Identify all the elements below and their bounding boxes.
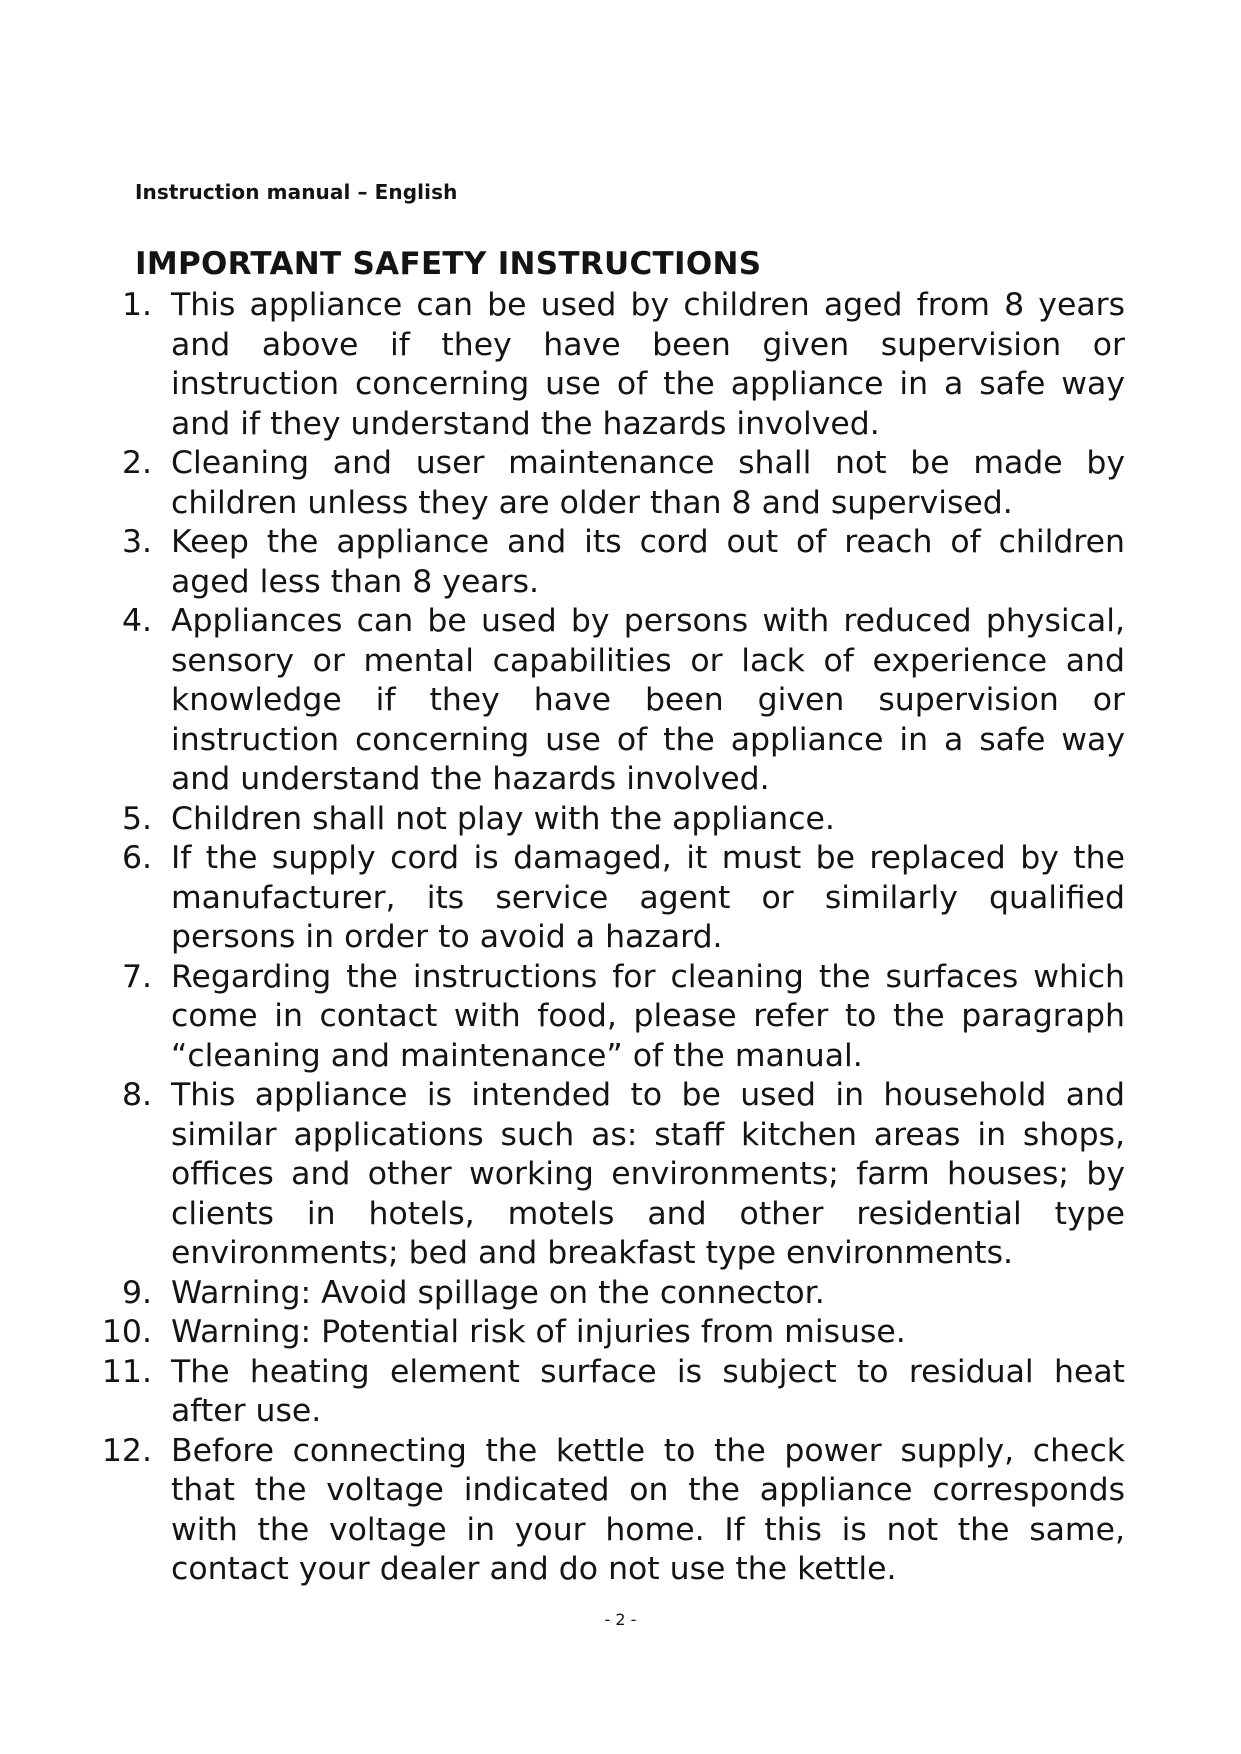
- page-number: - 2 -: [604, 1610, 637, 1629]
- item-number: 3.: [121, 524, 152, 560]
- list-item: [100, 958, 1130, 1077]
- item-number: 11.: [101, 1353, 152, 1390]
- item-number: 5.: [121, 800, 152, 837]
- list-item: [100, 1432, 1130, 1590]
- item-number: 8.: [121, 1077, 152, 1113]
- list-item: [100, 286, 1130, 444]
- item-text: Keep the appliance and its cord out of reach of children aged less than 8 years.: [171, 524, 1125, 600]
- item-text: Regarding the instructions for cleaning the surfaces which come in contact with food, please refer to the paragraph “cleaning and maintenance” of the manual.: [171, 958, 1125, 1074]
- document-header: Instruction manual – English: [135, 180, 458, 204]
- list-item: [100, 602, 1130, 800]
- item-number: 7.: [121, 958, 152, 995]
- item-number: 1.: [121, 287, 152, 323]
- item-text: Appliances can be used by persons with reduced physical, sensory or mental capabilities or lack of experience and knowledge if they have been given supervision or instruction concerning use of the appliance in a safe way and understand the hazards involved.: [171, 603, 1125, 797]
- safety-instructions-list: [100, 286, 1130, 1590]
- list-item: [100, 1313, 1130, 1353]
- item-text: This appliance can be used by children aged from 8 years and above if they have been given supervision or instruction concerning use of the appliance in a safe way and if they understand the hazards involved.: [171, 287, 1125, 442]
- list-item: [100, 1274, 1130, 1314]
- item-number: 4.: [121, 603, 152, 639]
- item-text: Warning: Avoid spillage on the connector.: [171, 1274, 825, 1311]
- item-text: This appliance is intended to be used in household and similar applications such as: staff kitchen areas in shops, offices and other working environments; farm houses; by clients in hotels, motels and other residential type environments; bed and breakfast type environments.: [171, 1077, 1125, 1271]
- list-item: [100, 444, 1130, 523]
- item-number: 9.: [121, 1274, 152, 1311]
- item-text: Before connecting the kettle to the power supply, check that the voltage indicated on the appliance corresponds with the voltage in your home. If this is not the same, contact your dealer and do not use the kettle.: [171, 1432, 1125, 1587]
- list-item: [100, 839, 1130, 958]
- item-number: 12.: [101, 1432, 152, 1469]
- item-text: The heating element surface is subject to residual heat after use.: [171, 1353, 1125, 1429]
- item-number: 2.: [121, 445, 152, 481]
- item-number: 10.: [101, 1314, 152, 1350]
- item-text: If the supply cord is damaged, it must be replaced by the manufacturer, its service agent or similarly qualified persons in order to avoid a hazard.: [171, 840, 1125, 955]
- list-item: [100, 1353, 1130, 1432]
- item-text: Children shall not play with the appliance.: [171, 800, 835, 837]
- list-item: [100, 800, 1130, 840]
- section-title: IMPORTANT SAFETY INSTRUCTIONS: [135, 246, 762, 282]
- list-item: [100, 523, 1130, 602]
- item-text: Warning: Potential risk of injuries from misuse.: [171, 1314, 906, 1350]
- item-number: 6.: [121, 840, 152, 876]
- list-item: [100, 1076, 1130, 1274]
- item-text: Cleaning and user maintenance shall not be made by children unless they are older than 8 and supervised.: [171, 445, 1125, 521]
